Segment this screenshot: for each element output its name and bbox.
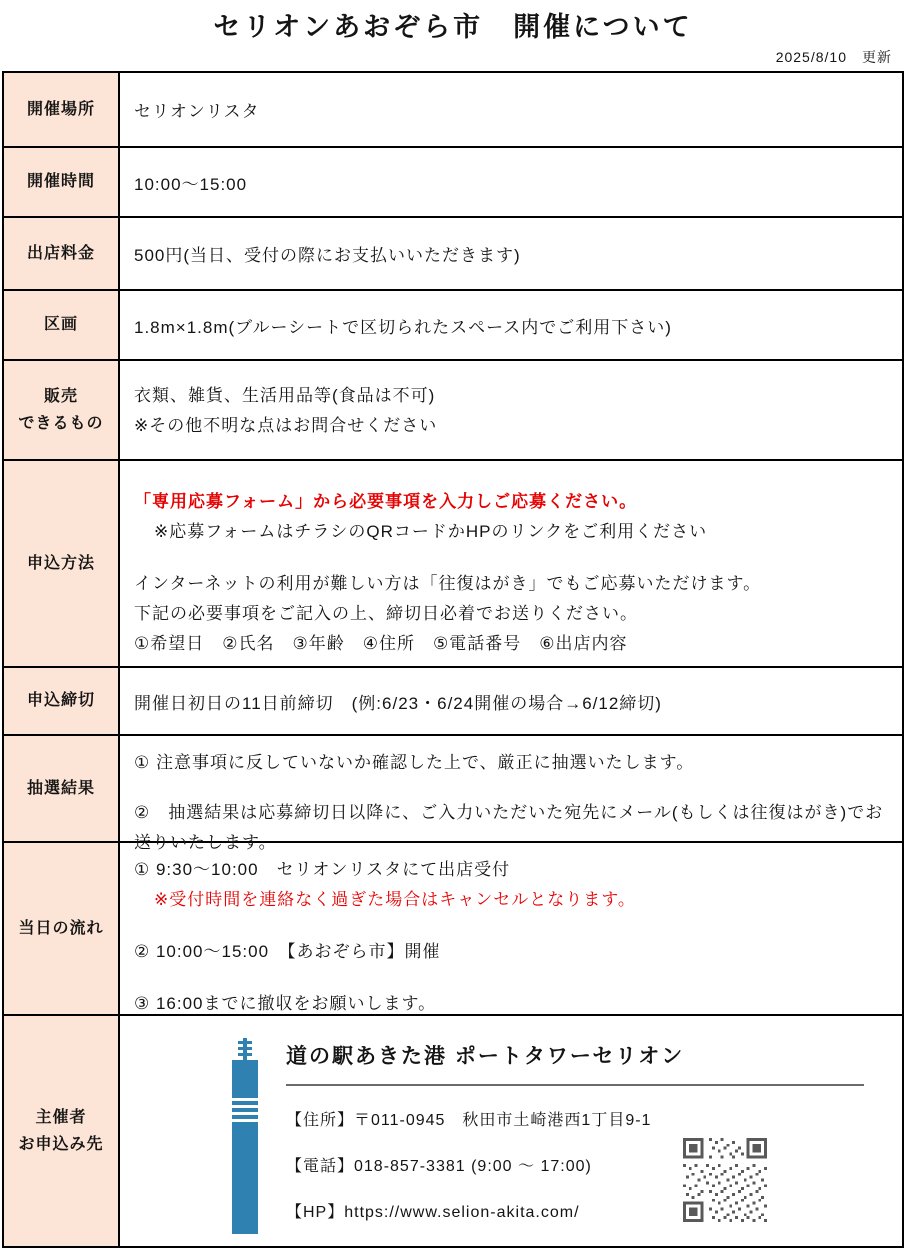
apply-red-line: 「専用応募フォーム」から必要事項を入力しご応募ください。 — [134, 492, 638, 511]
row-label-deadline: 申込締切 — [26, 692, 95, 710]
schedule-item1-note: ※受付時間を連絡なく過ぎた場合はキャンセルとなります。 — [154, 890, 636, 909]
row-label-organizer-line2: お申込み先 — [18, 1136, 104, 1153]
row-label-fee: 出店料金 — [26, 244, 95, 262]
table-row-deadline — [4, 666, 902, 734]
row-label-plot: 区画 — [43, 316, 78, 334]
lottery-item2: ② 抽選結果は応募締切日以降に、ご入力いただいた宛先にメール(もしくは往復はがき)でお送りいたします。 — [134, 803, 884, 852]
table-row-apply — [4, 459, 902, 666]
qr-code — [683, 1138, 767, 1222]
organizer-hp-url: 【HP】https://www.selion-akita.com/ — [286, 1204, 580, 1221]
row-label-apply: 申込方法 — [26, 554, 95, 572]
row-label-organizer-line1: 主催者 — [35, 1108, 87, 1126]
items-line2: ※その他不明な点はお問合せください — [134, 416, 438, 435]
page-title: セリオンあおぞら市 開催について — [213, 12, 693, 42]
table-row-schedule — [4, 841, 902, 1014]
table-row-items — [4, 359, 902, 459]
updated-date: 2025/8/10 更新 — [775, 49, 892, 65]
items-line1: 衣類、雑貨、生活用品等(食品は不可) — [134, 386, 436, 405]
lottery-item1: ① 注意事項に反していないか確認した上で、厳正に抽選いたします。 — [134, 753, 695, 772]
table-row-organizer — [4, 1014, 902, 1246]
row-value-time: 10:00〜15:00 — [134, 174, 248, 194]
table-row-lottery — [4, 734, 902, 852]
row-label-lottery: 抽選結果 — [26, 779, 95, 797]
organizer-address: 【住所】〒011-0945 秋田市土崎港西1丁目9-1 — [286, 1112, 652, 1129]
schedule-item3: ③ 16:00までに撤収をお願いします。 — [134, 994, 437, 1013]
apply-alt-line1: インターネットの利用が難しい方は「往復はがき」でもご応募いただけます。 — [134, 574, 762, 593]
organizer-tel: 【電話】018-857-3381 (9:00 〜 17:00) — [286, 1158, 592, 1175]
table-row-time — [4, 146, 902, 216]
schedule-item2: ② 10:00〜15:00 【あおぞら市】開催 — [134, 942, 441, 961]
organizer-name: 道の駅あきた港 ポートタワーセリオン — [286, 1042, 864, 1086]
schedule-item1: ① 9:30〜10:00 セリオンリスタにて出店受付 — [134, 860, 511, 879]
row-value-plot: 1.8m×1.8m(ブルーシートで区切られたスペース内でご利用下さい) — [134, 317, 672, 337]
apply-alt-line3: ①希望日 ②氏名 ③年齢 ④住所 ⑤電話番号 ⑥出店内容 — [134, 634, 628, 653]
table-row-plot — [4, 289, 902, 359]
row-value-deadline: 開催日初日の11日前締切 (例:6/23・6/24開催の場合→6/12締切) — [134, 693, 662, 713]
event-info-table — [2, 71, 904, 1248]
row-label-venue: 開催場所 — [26, 100, 95, 118]
row-value-fee: 500円(当日、受付の際にお支払いいただきます) — [134, 246, 521, 265]
port-tower-logo-icon — [230, 1038, 260, 1234]
table-row-venue — [4, 73, 902, 146]
row-label-items-line2: できるもの — [18, 415, 104, 432]
table-row-fee — [4, 216, 902, 289]
row-value-venue: セリオンリスタ — [134, 102, 260, 121]
row-label-time: 開催時間 — [26, 173, 95, 191]
row-label-schedule: 当日の流れ — [18, 919, 104, 937]
apply-alt-line2: 下記の必要事項をご記入の上、締切日必着でお送りください。 — [134, 604, 638, 623]
row-label-items-line1: 販売 — [43, 387, 78, 405]
apply-form-note: ※応募フォームはチラシのQRコードかHPのリンクをご利用ください — [154, 522, 708, 541]
